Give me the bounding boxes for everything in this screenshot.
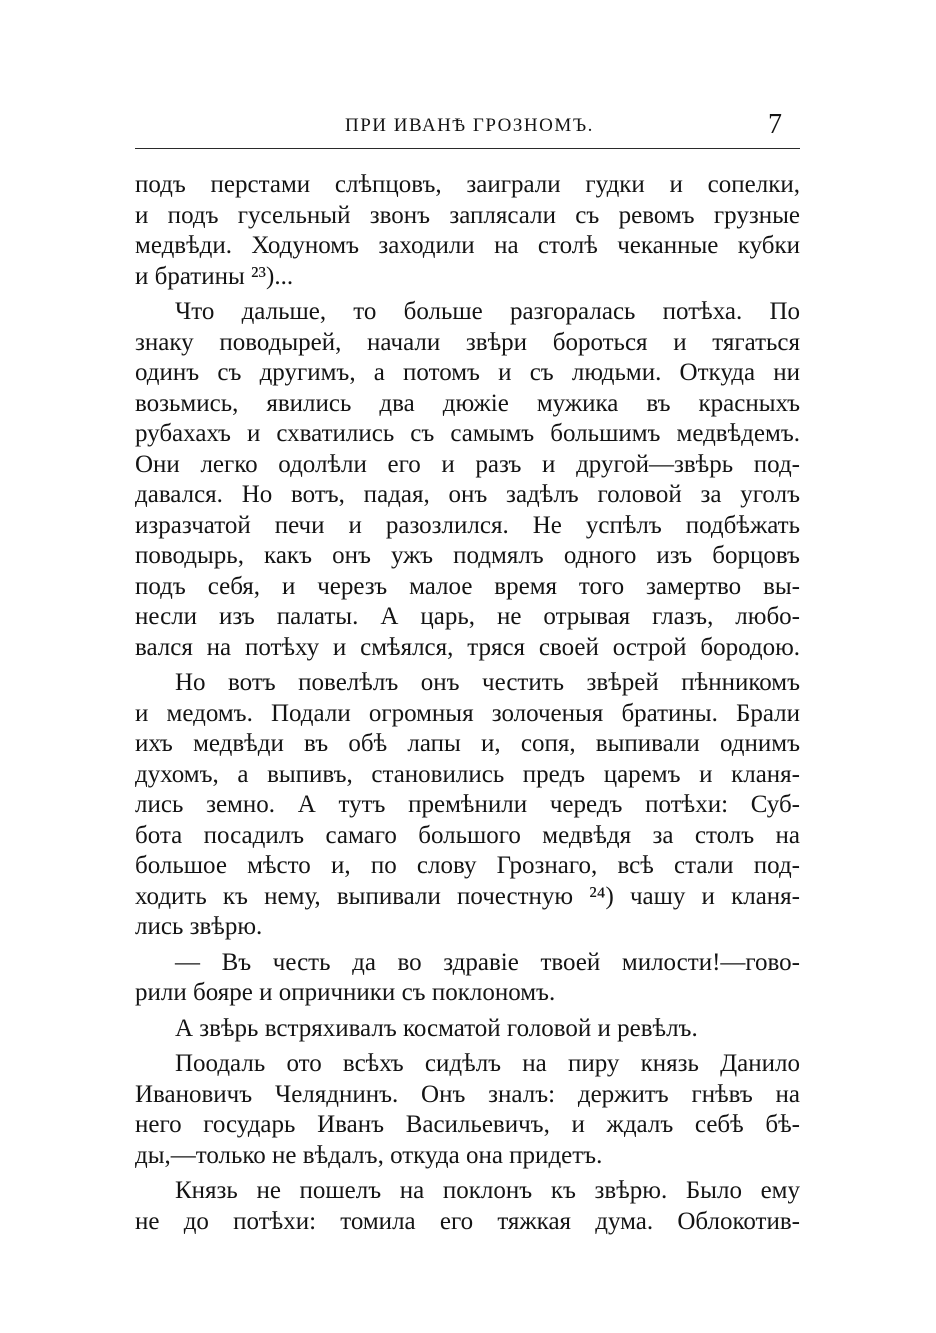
text-line: — Въ честь да во здравіе твоей милости!—гово- [175,948,800,976]
text-line: Князь не пошелъ на поклонъ къ звѣрю. Было ему [175,1177,800,1204]
text-line: одинъ съ другимъ, а потомъ и съ людьми. Откуда ни [135,359,800,386]
text-line: и подъ гусельный звонъ заплясали съ ревомъ грузные [135,201,800,229]
paragraph [135,297,800,663]
text-line: духомъ, а выпивъ, становились предъ царемъ и кланя- [135,760,800,788]
text-line: подъ себя, и черезъ малое время того замертво вы- [135,572,800,600]
paragraph [135,170,800,292]
text-line: несли изъ палаты. А царь, не отрывая глазъ, любо- [135,603,800,630]
text-line: и братины ²³)... [135,262,294,290]
body-text [135,170,800,1237]
text-line: рубахахъ и схватились съ самымъ большимъ медвѣдемъ. [135,420,800,447]
text-line: и медомъ. Подали огромныя золоченыя братины. Брали [135,699,800,727]
paragraph [135,1014,800,1045]
text-line: Поодаль ото всѣхъ сидѣлъ на пиру князь Данило [175,1050,800,1077]
text-line: возьмись, явились два дюжіе мужика въ красныхъ [135,389,800,417]
text-line: Но вотъ повелѣлъ онъ честить звѣрей пѣнникомъ [175,669,800,696]
text-line: давался. Но вотъ, падая, онъ задѣлъ головой за уголъ [135,481,800,508]
text-line: вался на потѣху и смѣялся, тряся своей острой бородою. [135,633,800,661]
text-line: лись звѣрю. [135,913,263,940]
page-number: 7 [768,109,782,140]
text-line: ходить къ нему, выпивали почестную ²⁴) чашу и кланя- [135,882,800,910]
text-line: большое мѣсто и, по слову Грознаго, всѣ стали под- [135,852,800,879]
header-rule [135,148,800,149]
text-line: Они легко одолѣли его и разъ и другой—звѣрь под- [135,450,800,478]
paragraph [135,1049,800,1171]
text-line: рили бояре и опричники съ поклономъ. [135,979,556,1006]
paragraph [135,668,800,943]
text-line: не до потѣхи: томила его тяжкая дума. Облокотив- [135,1207,800,1235]
text-line: подъ перстами слѣпцовъ, заиграли гудки и сопелки, [135,171,800,198]
running-title: ПРИ ИВАНѢ ГРОЗНОМЪ. [345,115,594,136]
text-line: ды,—только не вѣдалъ, откуда она придетъ. [135,1141,603,1169]
text-line: Что дальше, то больше разгоралась потѣха. По [175,298,800,325]
text-line: бота посадилъ самаго большого медвѣдя за столъ на [135,821,800,849]
text-line: ихъ медвѣди въ обѣ лапы и, сопя, выпивали однимъ [135,730,800,757]
running-head [135,109,800,140]
text-line: знаку поводырей, начали звѣри бороться и тягаться [135,328,800,356]
text-line: лись земно. А тутъ премѣнили чередъ потѣхи: Суб- [135,791,800,818]
text-line: Ивановичъ Челяднинъ. Онъ зналъ: держитъ гнѣвъ на [135,1080,800,1108]
text-line: медвѣди. Ходуномъ заходили на столѣ чеканные кубки [135,232,800,259]
text-line: него государь Иванъ Васильевичъ, и ждалъ себѣ бѣ- [135,1111,800,1138]
text-line: поводырь, какъ онъ ужъ подмялъ одного изъ борцовъ [135,542,800,569]
text-line: изразчатой печи и разозлился. Не успѣлъ подбѣжать [135,511,800,539]
paragraph [135,948,800,1009]
text-line: А звѣрь встряхивалъ косматой головой и ревѣлъ. [175,1014,698,1042]
paragraph [135,1176,800,1237]
